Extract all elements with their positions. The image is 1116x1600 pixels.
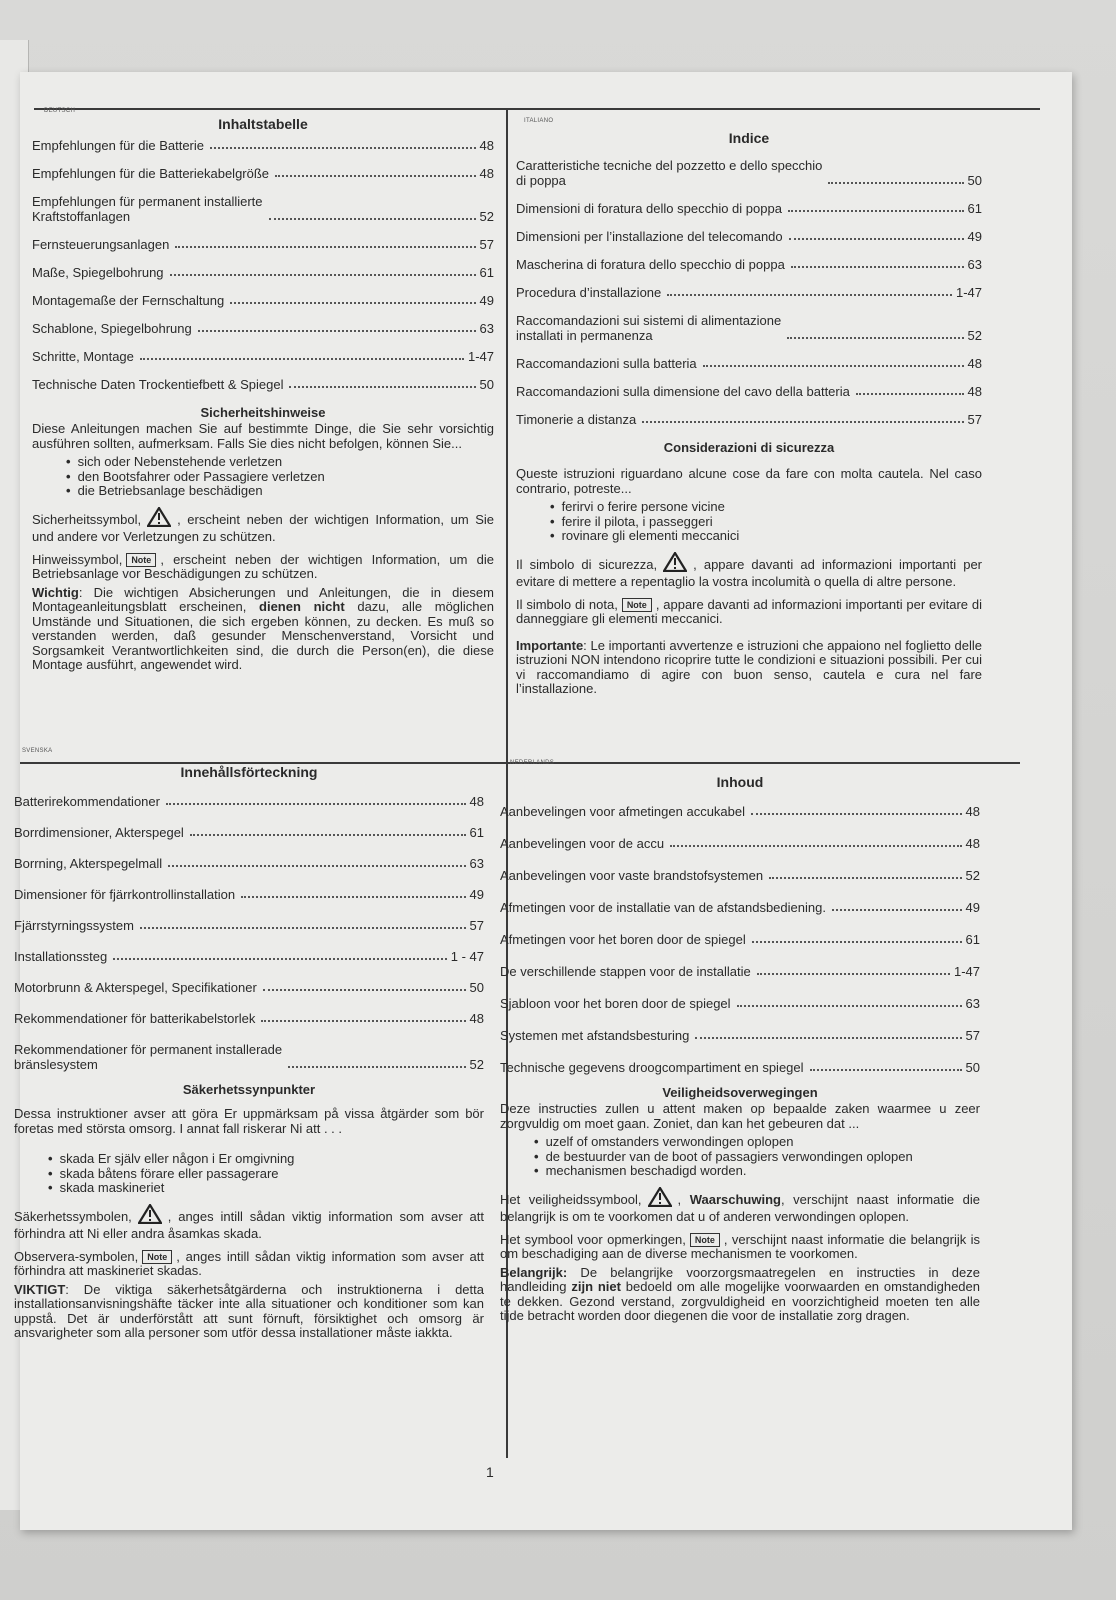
toc-leader — [787, 337, 963, 339]
toc-page: 48 — [479, 138, 494, 153]
safety-symbol-prefix: Sicherheitssymbol, — [32, 511, 142, 527]
note-symbol-prefix: Observera-symbolen, — [14, 1248, 139, 1264]
safety-symbol-prefix: Il simbolo di sicurezza, — [516, 556, 658, 572]
toc-leader — [230, 302, 475, 304]
toc-page: 50 — [965, 1060, 980, 1075]
toc-label: Dimensioner för fjärrkontrollinstallation — [14, 887, 236, 902]
toc-leader — [752, 941, 962, 943]
lang-tag-nederlands: NEDERLANDS — [510, 760, 555, 766]
toc-leader — [788, 210, 964, 212]
toc-leader — [269, 218, 476, 220]
safety-symbol-text: , anges intill sådan viktig information som avser att förhindra att Ni eller andra åsamkas skada. — [14, 1208, 484, 1241]
toc-item — [32, 194, 494, 224]
toc-item — [500, 964, 980, 979]
toc-page: 49 — [967, 229, 982, 244]
toc-label: Installationssteg — [14, 949, 108, 964]
important-text: De belangrijke voorzorgsmaatregelen en instructies in deze handleiding — [500, 1264, 980, 1294]
toc-label: Schritte, Montage — [32, 349, 134, 364]
toc-item — [500, 1060, 980, 1075]
toc-label: Raccomandazioni sulla batteria — [516, 356, 697, 371]
list-item: • skada Er själv eller någon i Er omgivning — [48, 1152, 484, 1167]
toc-item — [500, 836, 980, 851]
note-symbol-text: , anges intill sådan viktig information som avser att förhindra att maskineriet skadas. — [14, 1248, 484, 1278]
note-symbol-prefix: Het symbool voor opmerkingen, — [500, 1231, 686, 1247]
toc-item — [500, 996, 980, 1011]
nederlands-title: Inhoud — [716, 774, 764, 790]
warning-triangle-icon — [663, 552, 687, 576]
toc-page: 49 — [469, 887, 484, 902]
toc-item — [500, 932, 980, 947]
nederlands-safety-title: Veiligheidsoverwegingen — [662, 1085, 818, 1100]
toc-label: Borrning, Akterspegelmall — [14, 856, 163, 871]
toc-leader — [140, 358, 464, 360]
italiano-title: Indice — [728, 130, 770, 146]
svenska-note-symbol-para — [14, 1250, 484, 1279]
deutsch-intro: Diese Anleitungen machen Sie auf bestimmte Dinge, die Sie sehr vorsichtig ausführen sollten, aufmerksam. Falls Sie dies nicht befolgen, können Sie... — [32, 421, 494, 451]
page-number: 1 — [486, 1464, 494, 1480]
svenska-important — [14, 1283, 484, 1341]
toc-page: 57 — [479, 237, 494, 252]
toc-label: Rekommendationer för permanent installerade bränslesystem — [14, 1042, 283, 1072]
important-label: Belangrijk: — [500, 1264, 568, 1280]
italiano-safety-title: Considerazioni di sicurezza — [663, 440, 835, 455]
toc-label: Empfehlungen für die Batterie — [32, 138, 204, 153]
toc-label: Technische Daten Trockentiefbett & Spiegel — [32, 377, 284, 392]
toc-label: Technische gegevens droogcompartiment en spiegel — [500, 1060, 804, 1075]
important-text: : Die wichtigen Absicherungen und Anleitungen, die in diesem Montageanleitungsblatt erscheinen, — [32, 584, 494, 614]
toc-page: 57 — [967, 412, 982, 427]
toc-item — [516, 229, 982, 244]
toc-label: Maße, Spiegelbohrung — [32, 265, 164, 280]
svenska-toc — [14, 794, 484, 1072]
deutsch-bullets — [66, 455, 494, 499]
toc-item — [14, 949, 484, 964]
toc-item — [516, 356, 982, 371]
warning-triangle-icon — [147, 507, 171, 531]
safety-symbol-text: , verschijnt naast informatie die belangrijk is om te voorkomen dat u of anderen verwondingen oplopen. — [500, 1191, 980, 1224]
toc-item — [14, 918, 484, 933]
list-item: • mechanismen beschadigd worden. — [534, 1164, 980, 1179]
important-text: : Le importanti avvertenze e istruzioni che appaiono nel foglietto delle istruzioni NON intendono ricoprire tutte le condizioni e situazioni possibili. Per cui vi raccomandiamo di agire con buon senso, cautela e cura nel fare l’installazione. — [516, 637, 982, 696]
toc-leader — [210, 147, 476, 149]
svenska-title: Innehållsförteckning — [180, 764, 318, 780]
toc-page: 50 — [469, 980, 484, 995]
section-italiano — [516, 130, 982, 701]
safety-symbol-bold: Waarschuwing — [689, 1191, 781, 1207]
important-bold: zijn niet — [571, 1279, 621, 1294]
toc-leader — [828, 182, 963, 184]
deutsch-safety-title: Sicherheitshinweise — [200, 405, 326, 420]
toc-page: 1 - 47 — [450, 949, 484, 964]
toc-leader — [667, 294, 952, 296]
toc-leader — [789, 238, 964, 240]
italiano-note-symbol-para — [516, 598, 982, 627]
nederlands-intro: Deze instructies zullen u attent maken op bepaalde zaken waarmee u zeer zorgvuldig om moet gaan. Zoniet, dan kan het gebeuren dat ... — [500, 1101, 980, 1131]
toc-page: 48 — [469, 1011, 484, 1026]
toc-label: Caratteristiche tecniche del pozzetto e dello specchio di poppa — [516, 158, 823, 188]
toc-label: Rekommendationer för batterikabelstorlek — [14, 1011, 256, 1026]
toc-leader — [757, 973, 950, 975]
italiano-safety-symbol-para — [516, 552, 982, 590]
toc-item — [32, 377, 494, 392]
toc-label: Dimensioni di foratura dello specchio di poppa — [516, 201, 782, 216]
toc-leader — [140, 927, 466, 929]
toc-label: Raccomandazioni sulla dimensione del cavo della batteria — [516, 384, 850, 399]
toc-item — [14, 1011, 484, 1026]
toc-leader — [703, 365, 964, 367]
toc-page: 50 — [967, 173, 982, 188]
safety-symbol-text: , appare davanti ad informazioni importanti per evitare di mettere a repentaglio la vostra incolumità o quella di altre persone. — [516, 556, 982, 589]
toc-label: Mascherina di foratura dello specchio di poppa — [516, 257, 785, 272]
list-item: • ferire il pilota, i passeggeri — [550, 515, 982, 530]
warning-triangle-icon — [138, 1204, 162, 1228]
deutsch-safety-symbol-para — [32, 507, 494, 545]
note-symbol-icon: Note — [142, 1250, 172, 1264]
top-rule — [34, 108, 1040, 110]
toc-page: 61 — [965, 932, 980, 947]
toc-label: Raccomandazioni sui sistemi di alimentazione installati in permanenza — [516, 313, 782, 343]
toc-page: 63 — [965, 996, 980, 1011]
toc-page: 48 — [965, 804, 980, 819]
toc-leader — [190, 834, 466, 836]
toc-item — [516, 384, 982, 399]
warning-triangle-icon — [648, 1187, 672, 1211]
toc-page: 63 — [967, 257, 982, 272]
toc-page: 63 — [479, 321, 494, 336]
note-symbol-prefix: Il simbolo di nota, — [516, 596, 618, 612]
note-symbol-icon: Note — [622, 598, 652, 612]
toc-item — [32, 349, 494, 364]
section-deutsch — [32, 116, 494, 677]
toc-page: 48 — [965, 836, 980, 851]
deutsch-title: Inhaltstabelle — [218, 116, 308, 132]
safety-symbol-prefix: Säkerhetssymbolen, — [14, 1208, 132, 1224]
toc-label: Montagemaße der Fernschaltung — [32, 293, 225, 308]
list-item: • uzelf of omstanders verwondingen oplopen — [534, 1135, 980, 1150]
italiano-important — [516, 639, 982, 697]
italiano-intro: Queste istruzioni riguardano alcune cose da fare con molta cautela. Nel caso contrario, potreste... — [516, 466, 982, 496]
toc-leader — [791, 266, 964, 268]
toc-page: 52 — [479, 209, 494, 224]
toc-leader — [670, 845, 961, 847]
toc-item — [32, 321, 494, 336]
toc-label: Aanbevelingen voor vaste brandstofsystemen — [500, 868, 764, 883]
toc-page: 1-47 — [467, 349, 494, 364]
toc-item — [14, 794, 484, 809]
toc-item — [500, 1028, 980, 1043]
toc-page: 52 — [469, 1057, 484, 1072]
toc-label: Fernsteuerungsanlagen — [32, 237, 170, 252]
toc-item — [14, 980, 484, 995]
nederlands-toc — [500, 804, 980, 1075]
toc-leader — [198, 330, 476, 332]
note-symbol-text: , erscheint neben der wichtigen Information, um die Betriebsanlage vor Beschädigungen zu schützen. — [32, 551, 494, 581]
toc-item — [32, 265, 494, 280]
toc-leader — [241, 896, 465, 898]
toc-item — [32, 138, 494, 153]
toc-leader — [168, 865, 465, 867]
toc-label: Afmetingen voor het boren door de spiegel — [500, 932, 746, 947]
safety-symbol-text: , erscheint neben der wichtigen Information, um Sie und andere vor Verletzungen zu schützen. — [32, 511, 494, 544]
important-label: Wichtig — [32, 584, 79, 600]
important-text: dazu, alle möglichen Umstände und Situationen, die sich ergeben können, zu decken. Es muß so verstanden werden, daß gesunder Menschenverstand, Vorsicht und Sorgsamkeit Verantwortlichkeiten sind, die durch die Person(en), die diese Montage ausführt, angewendet wird. — [32, 599, 494, 672]
toc-leader — [289, 386, 475, 388]
toc-item — [500, 900, 980, 915]
note-symbol-text: , verschijnt naast informatie die belangrijk is om beschadiging aan de diverse mechanismen te voorkomen. — [500, 1231, 981, 1261]
toc-page: 63 — [469, 856, 484, 871]
toc-item — [516, 285, 982, 300]
svenska-safety-symbol-para — [14, 1204, 484, 1242]
italiano-toc — [516, 158, 982, 427]
toc-page: 1-47 — [955, 285, 982, 300]
toc-leader — [832, 909, 962, 911]
toc-page: 48 — [469, 794, 484, 809]
toc-leader — [642, 421, 963, 423]
nederlands-safety-symbol-para: Het veiligheidssymbool, , Waarschuwing, verschijnt naast informatie die belangrijk is om te voorkomen dat u of anderen verwondingen oplopen. — [500, 1187, 980, 1225]
toc-leader — [263, 989, 466, 991]
lang-tag-deutsch: DEUTSCH — [44, 108, 76, 114]
toc-item — [516, 313, 982, 343]
toc-leader — [856, 393, 964, 395]
toc-page: 48 — [967, 384, 982, 399]
deutsch-important — [32, 586, 494, 673]
list-item: • sich oder Nebenstehende verletzen — [66, 455, 494, 470]
toc-leader — [737, 1005, 962, 1007]
list-item: • den Bootsfahrer oder Passagiere verletzen — [66, 470, 494, 485]
toc-label: Timonerie a distanza — [516, 412, 637, 427]
toc-leader — [695, 1037, 961, 1039]
list-item: • skada båtens förare eller passagerare — [48, 1167, 484, 1182]
note-symbol-prefix: Hinweissymbol, — [32, 551, 123, 567]
note-symbol-icon: Note — [690, 1233, 720, 1247]
toc-leader — [810, 1069, 962, 1071]
toc-label: Aanbevelingen voor de accu — [500, 836, 665, 851]
svenska-safety-title: Säkerhetssynpunkter — [182, 1082, 316, 1097]
important-text: bedoeld om alle mogelijke voorwaarden en omstandigheden te dekken. Gezond verstand, zorgvuldigheid en voorzichtigheid moeten ten alle tijde betracht worden door diegenen die voor de installatie zorg dragen. — [500, 1279, 980, 1323]
toc-item — [500, 804, 980, 819]
italiano-bullets — [550, 500, 982, 544]
toc-item — [14, 887, 484, 902]
list-item: • die Betriebsanlage beschädigen — [66, 484, 494, 499]
toc-page: 50 — [479, 377, 494, 392]
important-label: VIKTIGT — [14, 1281, 66, 1297]
svenska-bullets — [48, 1152, 484, 1196]
toc-page: 48 — [967, 356, 982, 371]
toc-leader — [175, 246, 475, 248]
toc-page: 49 — [479, 293, 494, 308]
note-symbol-icon: Note — [126, 553, 156, 567]
toc-label: Schablone, Spiegelbohrung — [32, 321, 192, 336]
toc-item — [516, 412, 982, 427]
toc-leader — [166, 803, 466, 805]
toc-label: Sjabloon voor het boren door de spiegel — [500, 996, 731, 1011]
deutsch-toc — [32, 138, 494, 392]
toc-label: De verschillende stappen voor de installatie — [500, 964, 751, 979]
toc-label: Dimensioni per l’installazione del telecomando — [516, 229, 783, 244]
toc-page: 49 — [965, 900, 980, 915]
toc-item — [516, 257, 982, 272]
toc-leader — [288, 1066, 465, 1068]
toc-item — [14, 1042, 484, 1072]
deutsch-note-symbol-para — [32, 553, 494, 582]
nederlands-important — [500, 1266, 980, 1324]
list-item: • skada maskineriet — [48, 1181, 484, 1196]
toc-page: 1-47 — [953, 964, 980, 979]
toc-page: 52 — [965, 868, 980, 883]
toc-leader — [170, 274, 476, 276]
list-item: • de bestuurder van de boot of passagiers verwondingen oplopen — [534, 1150, 980, 1165]
toc-label: Aanbevelingen voor afmetingen accukabel — [500, 804, 746, 819]
toc-item — [516, 158, 982, 188]
list-item: • rovinare gli elementi meccanici — [550, 529, 982, 544]
section-nederlands — [500, 774, 980, 1328]
toc-leader — [275, 175, 475, 177]
toc-item — [14, 856, 484, 871]
toc-item — [32, 166, 494, 181]
toc-leader — [113, 958, 447, 960]
toc-label: Procedura d’installazione — [516, 285, 662, 300]
lang-tag-svenska: SVENSKA — [22, 748, 53, 754]
toc-page: 57 — [965, 1028, 980, 1043]
important-text: : De viktiga säkerhetsåtgärderna och instruktionerna i detta installationsanvisningshäfte täcker inte alla situationer och konditioner som kan uppstå. Det är underförstått att sunt förnuft, försiktighet och omsorg är ansvarigheter som alla personer som utför dessa installationer måste iakkta. — [14, 1281, 484, 1340]
toc-label: Fjärrstyrningssystem — [14, 918, 134, 933]
toc-page: 61 — [469, 825, 484, 840]
toc-item — [14, 825, 484, 840]
toc-page: 61 — [967, 201, 982, 216]
toc-label: Batterirekommendationer — [14, 794, 160, 809]
toc-label: Empfehlungen für permanent installierte Kraftstoffanlagen — [32, 194, 263, 224]
toc-page: 57 — [469, 918, 484, 933]
toc-label: Afmetingen voor de installatie van de afstandsbediening. — [500, 900, 826, 915]
toc-page: 61 — [479, 265, 494, 280]
toc-label: Empfehlungen für die Batteriekabelgröße — [32, 166, 270, 181]
note-symbol-text: , appare davanti ad informazioni importanti per evitare di danneggiare gli elementi meccanici. — [516, 596, 982, 626]
toc-page: 52 — [967, 328, 982, 343]
manual-page — [14, 72, 1072, 1530]
toc-item — [516, 201, 982, 216]
lang-tag-italiano: ITALIANO — [524, 118, 554, 124]
important-bold: dienen nicht — [259, 599, 345, 614]
toc-item — [32, 293, 494, 308]
toc-item — [500, 868, 980, 883]
toc-leader — [769, 877, 961, 879]
toc-leader — [261, 1020, 465, 1022]
nederlands-bullets — [534, 1135, 980, 1179]
toc-label: Systemen met afstandsbesturing — [500, 1028, 690, 1043]
important-label: Importante — [516, 637, 584, 653]
toc-page: 48 — [479, 166, 494, 181]
section-svenska — [14, 764, 484, 1345]
svenska-intro: Dessa instruktioner avser att göra Er uppmärksam på vissa åtgärder som bör foretas med största omsorg. I annat fall riskerar Ni att . . . — [14, 1106, 484, 1136]
toc-leader — [751, 813, 962, 815]
list-item: • ferirvi o ferire persone vicine — [550, 500, 982, 515]
toc-item — [32, 237, 494, 252]
toc-label: Borrdimensioner, Akterspegel — [14, 825, 184, 840]
safety-symbol-prefix: Het veiligheidssymbool, — [500, 1191, 642, 1207]
toc-label: Motorbrunn & Akterspegel, Specifikationer — [14, 980, 257, 995]
nederlands-note-symbol-para — [500, 1233, 980, 1262]
